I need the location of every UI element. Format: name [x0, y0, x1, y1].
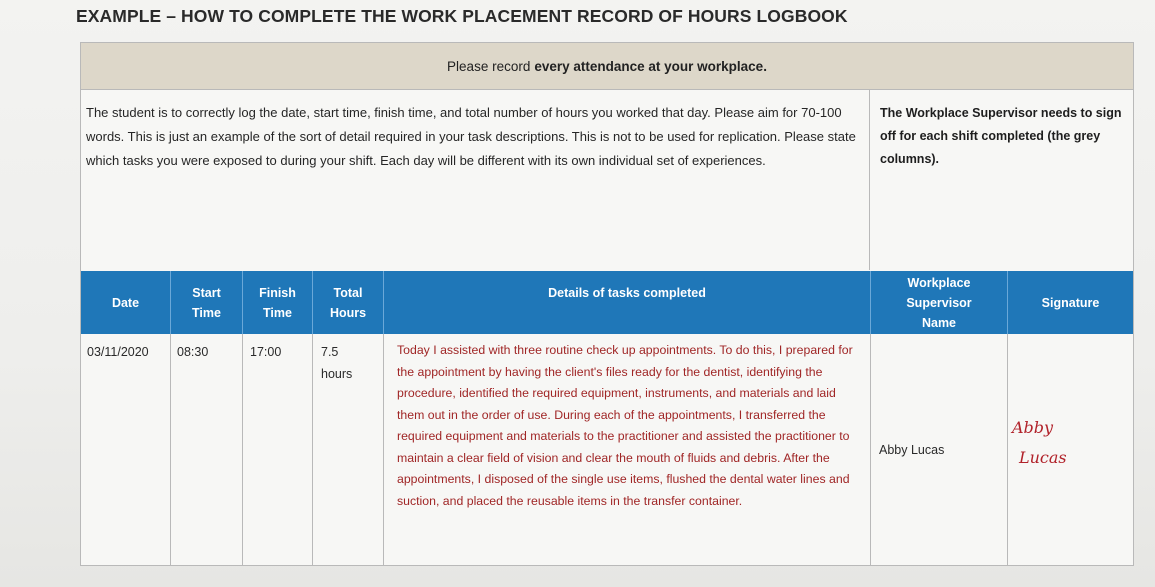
table-row [81, 334, 1133, 565]
table-header [81, 271, 1133, 334]
col-header-start-time: Start Time [171, 271, 243, 334]
cell-supervisor-name: Abby Lucas [871, 334, 1008, 565]
handwritten-signature [1012, 413, 1067, 473]
instructions-text: The student is to correctly log the date, start time, finish time, and total number of hours you worked that day. Please aim for 70-100 words. This is just an example of the sort of detail required in your task descriptions. This is not to be used for replication. Please state which tasks you were exposed to during your shift. Each day will be different with its own individual set of experiences. [81, 90, 870, 270]
cell-details: Today I assisted with three routine check up appointments. To do this, I prepared for the appointment by having the client's files ready for the dentist, identifying the procedure, identified the required equipment, instruments, and materials and laid them out in the order of use. During each of the appointments, I transferred the required equipment and materials to the practitioner and assisted the practitioner to maintain a clear field of vision and clear the mouth of fluids and debris. After the appointments, I disposed of the single use items, flushed the dental water lines and suction, and placed the reusable items in the transfer container. [384, 334, 871, 565]
banner-emphasis: every attendance at your workplace. [534, 58, 767, 74]
cell-start-time: 08:30 [171, 334, 243, 565]
col-header-supervisor-name: Workplace Supervisor Name [871, 271, 1008, 334]
col-header-finish-time: Finish Time [243, 271, 313, 334]
supervisor-note: The Workplace Supervisor needs to sign off for each shift completed (the grey columns). [880, 106, 1122, 166]
logbook-table [80, 42, 1134, 566]
cell-finish-time: 17:00 [243, 334, 313, 565]
page-title: EXAMPLE – HOW TO COMPLETE THE WORK PLACEMENT RECORD OF HOURS LOGBOOK [76, 6, 848, 26]
signature-line1: Abby [1012, 418, 1054, 437]
col-header-details: Details of tasks completed [384, 271, 871, 334]
col-header-signature: Signature [1041, 295, 1100, 310]
cell-total-hours: 7.5 hours [313, 334, 384, 565]
col-header-total-hours: Total Hours [313, 271, 384, 334]
col-header-date: Date [81, 271, 171, 334]
signature-line2: Lucas [1019, 448, 1067, 467]
cell-date: 03/11/2020 [81, 334, 171, 565]
instruction-banner [81, 43, 1133, 90]
banner-prefix: Please record [447, 58, 531, 74]
